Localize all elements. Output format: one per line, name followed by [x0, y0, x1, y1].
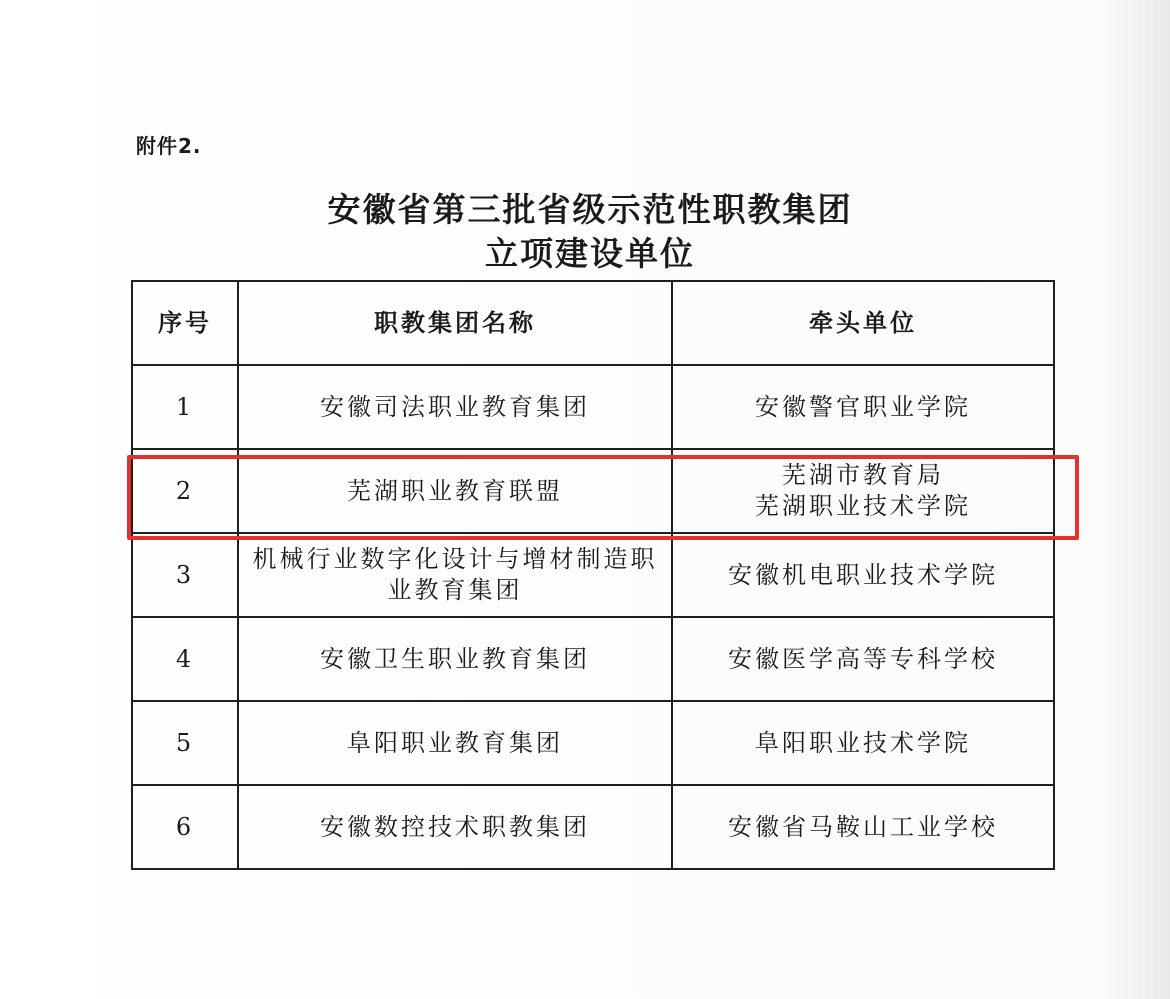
row-lead-unit: [672, 617, 1054, 701]
table-row: [132, 533, 1054, 617]
row-group-name: [238, 365, 672, 449]
row-lead-unit: [672, 701, 1054, 785]
header-group-name: 职教集团名称: [238, 281, 672, 365]
lead-unit-line: 芜湖职业技术学院: [755, 492, 971, 520]
lead-unit-line: 安徽机电职业技术学院: [728, 560, 998, 589]
attachment-label: 附件2.: [136, 134, 202, 158]
highlight-box: [127, 455, 1079, 540]
group-name-line: 业教育集团: [387, 576, 523, 604]
header-lead-unit: 牵头单位: [672, 281, 1054, 365]
group-name-line: 安徽卫生职业教育集团: [320, 644, 590, 673]
group-name-line: 机械行业数字化设计与增材制造职: [252, 545, 658, 573]
row-seq: 5: [132, 701, 238, 785]
group-name-line: 安徽司法职业教育集团: [320, 392, 590, 421]
vocational-groups-table: [131, 280, 1055, 870]
table-row: [132, 617, 1054, 701]
group-name-line: 阜阳职业教育集团: [347, 728, 563, 757]
row-seq: 3: [132, 533, 238, 617]
document-title-line-1: 安徽省第三批省级示范性职教集团: [327, 190, 853, 229]
row-seq: 2: [132, 449, 238, 533]
row-group-name: [238, 701, 672, 785]
group-name-line: 芜湖职业教育联盟: [347, 476, 563, 505]
row-group-name: [238, 617, 672, 701]
header-seq: 序号: [132, 281, 238, 365]
row-seq: 1: [132, 365, 238, 449]
row-seq: 6: [132, 785, 238, 869]
row-lead-unit: [672, 365, 1054, 449]
table-row: [132, 365, 1054, 449]
lead-unit-line: 阜阳职业技术学院: [755, 728, 971, 757]
row-lead-unit: [672, 785, 1054, 869]
group-name-line: 安徽数控技术职教集团: [320, 812, 590, 841]
table-header-row: [132, 281, 1054, 365]
lead-unit-line: 芜湖市教育局: [782, 461, 944, 489]
lead-unit-line: 安徽省马鞍山工业学校: [728, 812, 998, 841]
document-title-line-2: 立项建设单位: [485, 234, 695, 273]
row-seq: 4: [132, 617, 238, 701]
row-lead-unit: [672, 533, 1054, 617]
row-group-name: [238, 785, 672, 869]
table-row: [132, 701, 1054, 785]
table-row: [132, 785, 1054, 869]
row-group-name: [238, 533, 672, 617]
lead-unit-line: 安徽警官职业学院: [755, 392, 971, 421]
lead-unit-line: 安徽医学高等专科学校: [728, 644, 998, 673]
